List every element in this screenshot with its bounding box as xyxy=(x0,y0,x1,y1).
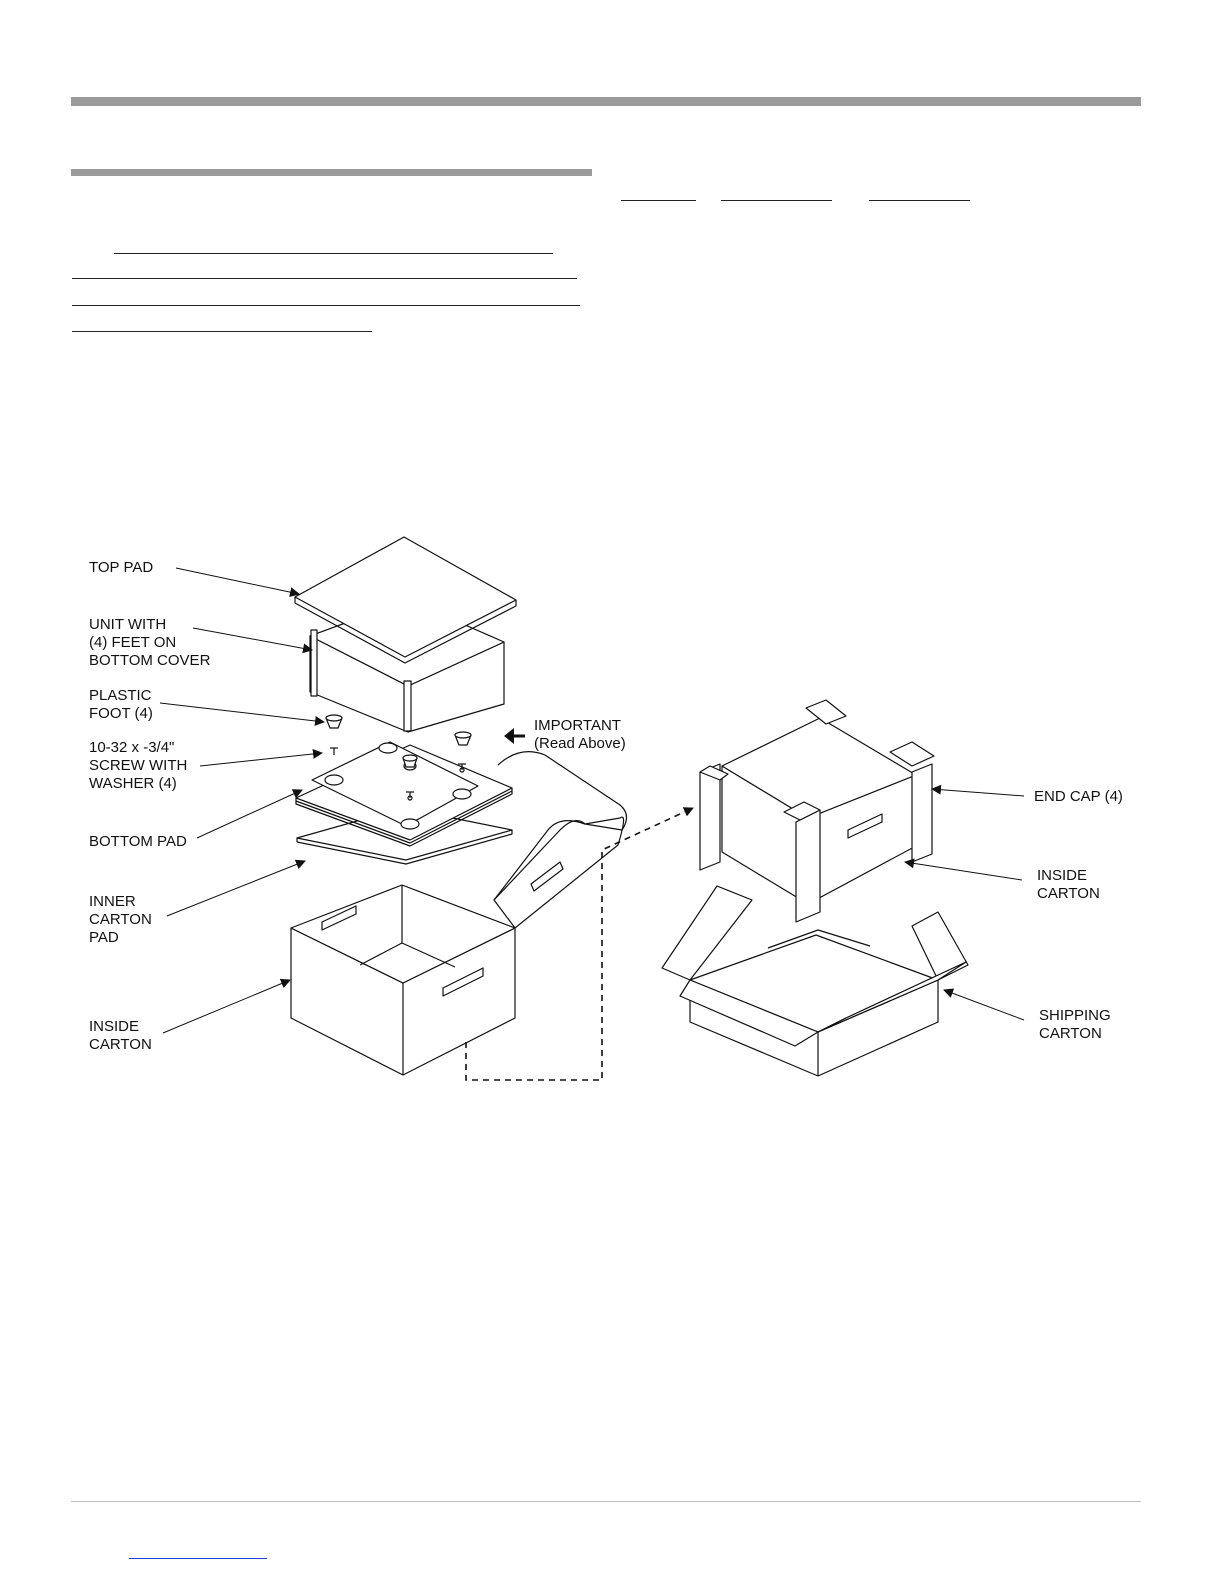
label-plastic-foot: PLASTIC FOOT (4) xyxy=(89,687,153,722)
label-shipping-carton: SHIPPING CARTON xyxy=(1039,1007,1111,1042)
inside-carton-right-drawing xyxy=(700,700,934,922)
label-inner-carton-pad: INNER CARTON PAD xyxy=(89,893,152,946)
footer-rule xyxy=(71,1501,1141,1502)
label-inside-carton-right: INSIDE CARTON xyxy=(1037,867,1100,902)
label-top-pad: TOP PAD xyxy=(89,559,154,576)
label-inside-carton-left: INSIDE CARTON xyxy=(89,1018,152,1053)
important-arrow-icon xyxy=(504,728,525,744)
label-important: IMPORTANT (Read Above) xyxy=(534,717,626,752)
label-end-cap: END CAP (4) xyxy=(1034,788,1123,805)
footer-link-underline[interactable] xyxy=(129,1558,267,1559)
label-screw: 10-32 x -3/4" SCREW WITH WASHER (4) xyxy=(89,739,188,792)
label-unit: UNIT WITH (4) FEET ON BOTTOM COVER xyxy=(89,616,211,669)
label-bottom-pad: BOTTOM PAD xyxy=(89,833,187,850)
